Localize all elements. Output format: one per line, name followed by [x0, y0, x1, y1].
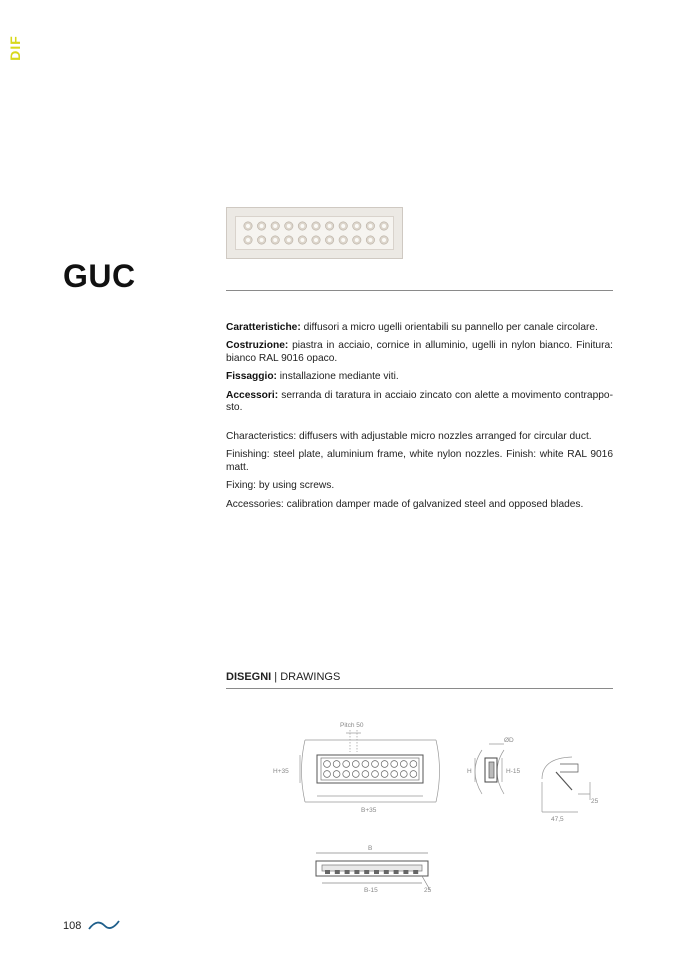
- technical-drawings: [260, 712, 610, 902]
- label-b: B: [368, 845, 373, 852]
- desc-en-characteristics: Characteristics: diffusers with adjustable micro nozzles arranged for circular duct.: [226, 431, 592, 442]
- drawings-heading: DISEGNI | DRAWINGS: [226, 671, 341, 683]
- brand-wave-logo: [88, 917, 120, 933]
- section-tab: [2, 28, 28, 68]
- side-view-drawing: [475, 744, 504, 794]
- drawing-nozzle-side: [394, 870, 399, 874]
- nozzle-center: [341, 238, 345, 242]
- front-view-drawing: [300, 730, 440, 802]
- drawing-nozzle-side: [364, 870, 369, 874]
- nozzle-center: [368, 224, 372, 228]
- drawing-nozzle-side: [325, 870, 330, 874]
- bottom-view-drawing: [316, 853, 430, 890]
- desc-en-accessories: Accessories: calibration damper made of galvanized steel and opposed blades.: [226, 498, 584, 510]
- drawing-nozzle-side: [335, 870, 340, 874]
- drawing-nozzle-side: [413, 870, 418, 874]
- desc-en-finishing: Finishing: steel plate, aluminium frame, white nylon nozzles. Finish: white RAL 9016 matt.: [226, 449, 613, 473]
- nozzle-center: [260, 224, 264, 228]
- drawing-nozzle-side: [384, 870, 389, 874]
- nozzle-center: [314, 224, 318, 228]
- desc-en-fixing: Fixing: by using screws.: [226, 480, 335, 492]
- nozzle-center: [382, 224, 386, 228]
- nozzle-center: [260, 238, 264, 242]
- product-image: [226, 207, 403, 259]
- nozzle-center: [328, 238, 332, 242]
- nozzle-center: [368, 238, 372, 242]
- description-italian: [226, 322, 613, 420]
- nozzle-center: [300, 224, 304, 228]
- nozzle-center: [328, 224, 332, 228]
- label-b15: B-15: [364, 887, 378, 894]
- nozzle-center: [246, 238, 250, 242]
- desc-it-construction: Costruzione: piastra in acciaio, cornice in alluminio, ugelli in nylon bianco. Finitura: bianco RAL 9016 opaco.: [226, 340, 613, 364]
- desc-it-fixing: Fissaggio: installazione mediante viti.: [226, 371, 399, 383]
- nozzle-grid: [236, 217, 395, 251]
- nozzle-center: [341, 224, 345, 228]
- nozzle-center: [273, 224, 277, 228]
- section-tab-label: DIF: [7, 35, 23, 61]
- label-diameter: ØD: [504, 737, 514, 744]
- label-pitch: Pitch 50: [340, 722, 364, 729]
- label-h35: H+35: [273, 768, 289, 775]
- nozzle-center: [314, 238, 318, 242]
- desc-it-accessories: Accessori: serranda di taratura in acciaio zincato con alette a movimento contrappo-sto.: [226, 389, 613, 414]
- drawings-divider: [226, 688, 613, 689]
- title-divider: [226, 290, 613, 291]
- label-475: 47,5: [551, 816, 564, 823]
- drawing-nozzle-side: [354, 870, 359, 874]
- drawing-nozzle-side: [345, 870, 350, 874]
- description-english: [226, 431, 613, 517]
- desc-it-characteristics: Caratteristiche: diffusori a micro ugelli orientabili su pannello per canale circolare.: [226, 322, 598, 333]
- product-title: GUC: [63, 258, 136, 294]
- nozzle-center: [287, 238, 291, 242]
- nozzle-center: [355, 224, 359, 228]
- drawing-nozzle-side: [403, 870, 408, 874]
- nozzle-center: [287, 224, 291, 228]
- nozzle-center: [382, 238, 386, 242]
- label-25: 25: [591, 798, 599, 805]
- label-h15: H-15: [506, 768, 521, 775]
- nozzle-center: [246, 224, 250, 228]
- drawing-nozzle-side: [374, 870, 379, 874]
- nozzle-center: [355, 238, 359, 242]
- label-25b: 25: [424, 887, 432, 894]
- nozzle-center: [300, 238, 304, 242]
- nozzle-center: [273, 238, 277, 242]
- page-number: 108: [63, 920, 82, 932]
- label-h: H: [467, 768, 472, 775]
- label-b35: B+35: [361, 807, 377, 814]
- detail-drawing: [542, 757, 590, 812]
